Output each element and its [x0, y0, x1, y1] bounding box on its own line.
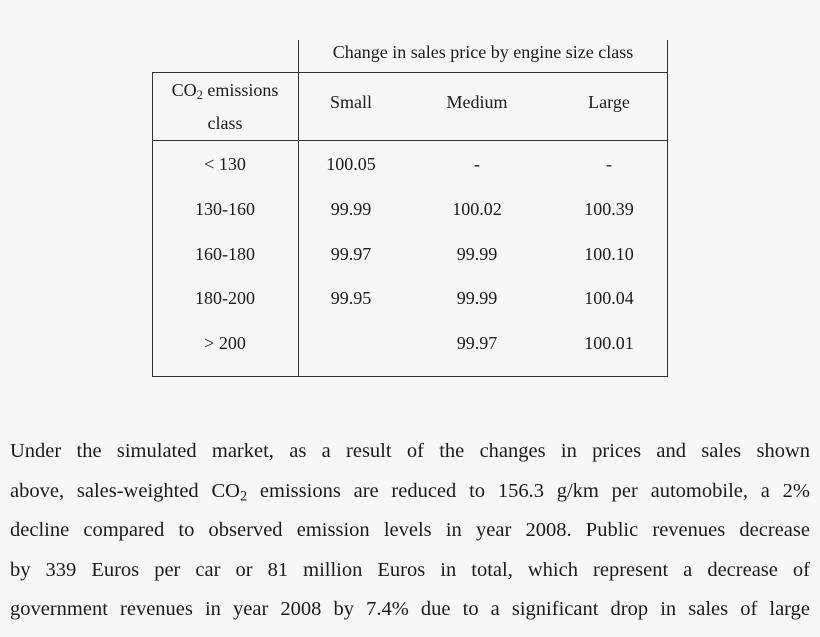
column-header-medium: Medium	[446, 92, 508, 112]
paragraph-line: by 339 Euros per car or 81 million Euros in total, which represent a decrease of	[10, 558, 810, 581]
column-header-small: Small	[329, 92, 372, 112]
medium-value-cell: 99.99	[456, 244, 498, 264]
price-change-table	[152, 40, 668, 377]
medium-value-cell: 100.02	[452, 199, 502, 219]
small-value-cell: 100.05	[326, 154, 376, 174]
row-header-line2: class	[207, 113, 243, 133]
row-class-cell: > 200	[204, 333, 246, 353]
medium-value-cell: 99.97	[456, 333, 498, 353]
large-value-cell: 100.04	[584, 288, 634, 308]
small-value-cell: 99.95	[330, 288, 372, 308]
row-class-cell: < 130	[204, 154, 246, 174]
paragraph-line: above, sales-weighted $CO_2$ emissions are reduced to 156.3 g/km per automobile, a 2%	[10, 479, 811, 505]
medium-value-cell: -	[474, 154, 480, 174]
row-class-cell: 180-200	[195, 288, 255, 308]
paragraph-line: Under the simulated market, as a result of the changes in prices and sales shown	[10, 440, 810, 462]
table-divider-vertical	[298, 40, 299, 377]
large-value-cell: 100.39	[584, 199, 634, 219]
spanning-header: Change in sales price by engine size class	[332, 42, 634, 62]
table-header-bottom-rule	[152, 140, 668, 141]
row-class-cell: 130-160	[195, 199, 255, 219]
table-bottom-rule	[152, 376, 668, 377]
table-right-border	[667, 40, 668, 377]
large-value-cell: -	[606, 154, 612, 174]
column-header-large: Large	[588, 92, 630, 112]
paragraph-line: government revenues in year 2008 by 7.4% due to a significant drop in sales of large	[10, 598, 810, 620]
row-header-line1: $CO_2$ emissions	[171, 80, 279, 103]
large-value-cell: 100.01	[584, 333, 634, 353]
paragraph-line: decline compared to observed emission levels in year 2008. Public revenues decrease	[10, 519, 810, 541]
row-header-emissions-class	[152, 74, 298, 140]
body-paragraph	[10, 432, 810, 630]
small-value-cell: 99.97	[330, 244, 372, 264]
table-header-top-rule	[152, 72, 668, 73]
row-class-cell: 160-180	[195, 244, 255, 264]
medium-value-cell: 99.99	[456, 288, 498, 308]
small-value-cell: 99.99	[330, 199, 372, 219]
large-value-cell: 100.10	[584, 244, 634, 264]
